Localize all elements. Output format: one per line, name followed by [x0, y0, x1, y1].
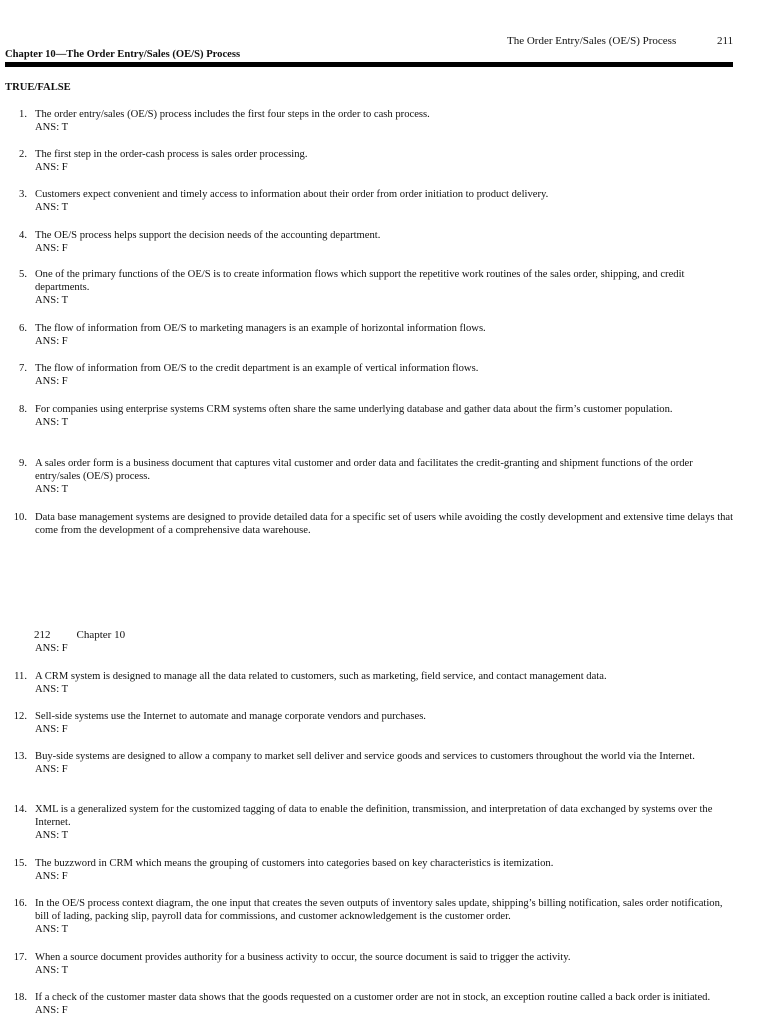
answer-key: ANS: T	[35, 122, 69, 133]
question-item	[0, 710, 740, 736]
question-text: One of the primary functions of the OE/S is to create information flows which support the repetitive work routines of the sales order, shipping, and credit departments.	[35, 269, 685, 293]
question-text: When a source document provides authority for a business activity to occur, the source document is said to trigger the activity.	[35, 952, 571, 963]
question-text: Buy-side systems are designed to allow a company to market sell deliver and service goods and services to customers throughout the world via the Internet.	[35, 751, 695, 762]
question-number: 12.	[13, 711, 27, 722]
question-text: The flow of information from OE/S to marketing managers is an example of horizontal information flows.	[35, 323, 486, 334]
question-item	[0, 268, 740, 307]
page2-chapter-label: Chapter 10	[76, 629, 126, 641]
question-item	[0, 857, 740, 883]
answer-key: ANS: T	[35, 965, 69, 976]
question-number: 11.	[14, 671, 27, 682]
question-text: The flow of information from OE/S to the credit department is an example of vertical information flows.	[35, 363, 479, 374]
answer-key: ANS: F	[35, 724, 68, 735]
answer-key: ANS: F	[35, 871, 68, 882]
answer-key: ANS: T	[35, 417, 69, 428]
answer-key: ANS: T	[35, 924, 69, 935]
page2-header	[34, 629, 125, 642]
answer-key: ANS: F	[35, 1005, 68, 1016]
question-text: XML is a generalized system for the customized tagging of data to enable the definition, transmission, and interpretation of data exchanged by systems over the Internet.	[35, 804, 713, 828]
question-text: The order entry/sales (OE/S) process includes the first four steps in the order to cash process.	[35, 109, 430, 120]
question-number: 15.	[13, 858, 27, 869]
question-number: 1.	[19, 109, 27, 120]
chapter-title: Chapter 10—The Order Entry/Sales (OE/S) Process	[5, 49, 241, 60]
question-number: 16.	[13, 898, 27, 909]
page2-number: 212	[34, 629, 51, 641]
answer-key: ANS: F	[35, 764, 68, 775]
question-item	[0, 108, 740, 134]
question-number: 17.	[13, 952, 27, 963]
question-item	[0, 511, 740, 537]
question-text: For companies using enterprise systems CRM systems often share the same underlying database and gather data about the firm’s customer population.	[35, 404, 673, 415]
question-item	[0, 362, 740, 388]
answer-key: ANS: T	[35, 295, 69, 306]
question-item	[0, 403, 740, 429]
answer-key: ANS: F	[35, 376, 68, 387]
answer-key: ANS: F	[35, 243, 68, 254]
question-item	[0, 229, 740, 255]
question-item	[0, 951, 740, 977]
question-text: Sell-side systems use the Internet to automate and manage corporate vendors and purchases.	[35, 711, 426, 722]
question-text: The OE/S process helps support the decision needs of the accounting department.	[35, 230, 381, 241]
page-number: 211	[717, 35, 734, 47]
section-heading: TRUE/FALSE	[5, 82, 71, 93]
question-number: 6.	[19, 323, 27, 334]
header-rule	[5, 62, 733, 67]
answer-key: ANS: T	[35, 202, 69, 213]
answer-key: ANS: T	[35, 484, 69, 495]
question-item	[0, 750, 740, 776]
question-number: 2.	[19, 149, 27, 160]
question-text: A CRM system is designed to manage all the data related to customers, such as marketing, field service, and contact management data.	[35, 671, 607, 682]
question-text: In the OE/S process context diagram, the one input that creates the seven outputs of inventory sales update, shipping’s billing notification, sales order notification, bill of lading, packing slip, payroll data for commissions, and customer acknowledgement is the customer order.	[35, 898, 723, 922]
question-item	[0, 457, 740, 496]
question-item	[0, 803, 740, 842]
question-text: If a check of the customer master data shows that the goods requested on a customer order are not in stock, an exception routine called a back order is initiated.	[35, 992, 711, 1003]
question-item	[0, 991, 740, 1017]
carryover-answer-key: ANS: F	[35, 643, 68, 654]
running-title: The Order Entry/Sales (OE/S) Process	[507, 35, 677, 47]
question-number: 18.	[13, 992, 27, 1003]
question-number: 4.	[19, 230, 27, 241]
question-item	[0, 670, 740, 696]
answer-key: ANS: T	[35, 684, 69, 695]
question-number: 9.	[19, 458, 27, 469]
answer-key: ANS: F	[35, 162, 68, 173]
question-number: 8.	[19, 404, 27, 415]
question-number: 5.	[19, 269, 27, 280]
question-number: 10.	[13, 512, 27, 523]
question-item	[0, 188, 740, 214]
question-text: A sales order form is a business document that captures vital customer and order data and facilitates the credit-granting and shipment functions of the order entry/sales (OE/S) process.	[35, 458, 693, 482]
question-item	[0, 897, 740, 936]
question-number: 13.	[13, 751, 27, 762]
answer-key: ANS: F	[35, 336, 68, 347]
question-text: The buzzword in CRM which means the grouping of customers into categories based on key characteristics is itemization.	[35, 858, 554, 869]
question-number: 3.	[19, 189, 27, 200]
question-number: 7.	[19, 363, 27, 374]
question-item	[0, 322, 740, 348]
question-item	[0, 148, 740, 174]
question-text: Data base management systems are designed to provide detailed data for a specific set of users while avoiding the costly development and extensive time delays that come from the development of a comprehensive data warehouse.	[35, 512, 734, 536]
question-text: Customers expect convenient and timely access to information about their order from order initiation to product delivery.	[35, 189, 549, 200]
question-text: The first step in the order-cash process is sales order processing.	[35, 149, 308, 160]
answer-key: ANS: T	[35, 830, 69, 841]
question-number: 14.	[13, 804, 27, 815]
